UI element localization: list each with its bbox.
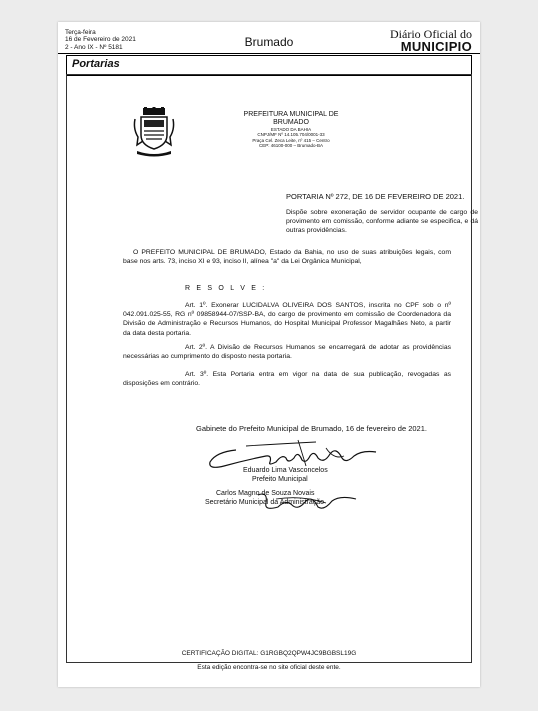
logo-line1: Diário Oficial do: [390, 27, 472, 41]
institution-address: Praça Cel. Zeca Leite, nº 415 – Centro: [252, 137, 330, 143]
preamble-paragraph: O PREFEITO MUNICIPAL DE BRUMADO, Estado da Bahia, no uso de suas atribuições legais, com base nos arts. 73, inciso XI e 93, inciso II, alínea "a" da Lei Orgânica Municipal,: [123, 249, 451, 266]
header-divider: [58, 53, 480, 54]
gazette-page: [58, 22, 480, 687]
city-name: Brumado: [244, 35, 294, 49]
document-frame: [66, 74, 472, 663]
weekday: Terça-feira: [65, 29, 96, 36]
signer-2-title: Secretário Municipal da Administração: [205, 499, 325, 506]
footer-note: Esta edição encontra-se no site oficial deste ente.: [197, 664, 341, 671]
institution-state: ESTADO DA BAHIA: [270, 127, 312, 132]
article-1: Art. 1º. Exonerar LUCIDALVA OLIVEIRA DOS SANTOS, inscrita no CPF sob o nº 042.091.025-55, RG nº 09858944-07/SSP-BA, do cargo de provimento em comissão de Coordenadora da Divisão de Administração e Recursos Humanos, do Hospital Municipal Professor Magalhães Neto, a partir da data desta portaria.: [123, 302, 451, 337]
section-title: Portarias: [72, 58, 120, 70]
institution-cep: CEP: 46100-000 – Brumado-BA: [258, 142, 324, 148]
gazette-logo: [390, 28, 472, 53]
coat-of-arms-icon: [133, 107, 175, 157]
edition-number: 2 - Ano IX - Nº 5181: [65, 43, 123, 51]
ementa: Dispõe sobre exoneração de servidor ocupante de cargo de provimento em comissão, conforme adiante se especifica, e dá outras providências.: [286, 209, 478, 235]
institution-name: PREFEITURA MUNICIPAL DE BRUMADO: [243, 111, 339, 126]
signer-2-name: Carlos Magno de Souza Novais: [216, 490, 315, 497]
digital-certification: CERTIFICAÇÃO DIGITAL: G1RGBQ2QPW4JC9BGBSL19G: [181, 650, 357, 657]
logo-line2: MUNICIPIO: [400, 39, 472, 54]
institution-cnpj: CNPJ/MF Nº 14.105.704/0001-33: [257, 132, 325, 138]
article-3: Art. 3º. Esta Portaria entra em vigor na data de sua publicação, revogadas as disposições em contrário.: [123, 371, 451, 388]
article-2: Art. 2º. A Divisão de Recursos Humanos se encarregará de adotar as providências necessárias ao cumprimento do disposto nesta portaria.: [123, 344, 451, 361]
signer-1-title: Prefeito Municipal: [252, 476, 308, 483]
section-header: [66, 55, 472, 76]
publication-date: 16 de Fevereiro de 2021: [65, 36, 136, 44]
portaria-title: PORTARIA Nº 272, DE 16 DE FEVEREIRO DE 2021.: [286, 192, 465, 201]
signer-1-name: Eduardo Lima Vasconcelos: [243, 467, 328, 474]
gabinete-line: Gabinete do Prefeito Municipal de Brumado, 16 de fevereiro de 2021.: [196, 424, 427, 433]
institution-block: [230, 111, 352, 148]
resolve-heading: R E S O L V E :: [185, 285, 267, 292]
